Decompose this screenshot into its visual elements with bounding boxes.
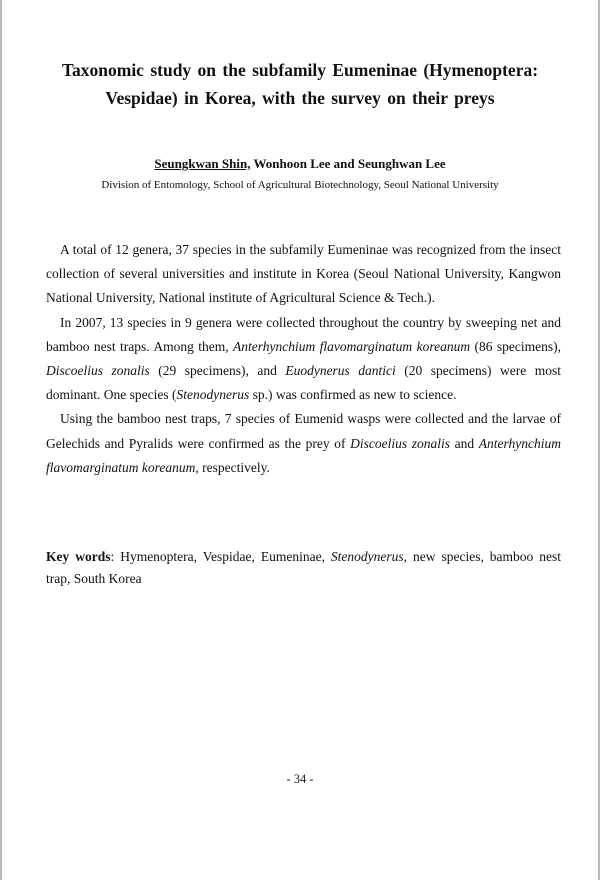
affiliation: Division of Entomology, School of Agricultural Biotechnology, Seoul National University: [101, 179, 499, 191]
p3-text-c: , respectively.: [195, 459, 270, 475]
abstract-body: [46, 238, 561, 480]
p3-text-b: and: [450, 435, 479, 451]
co-authors: Wonhoon Lee and Seunghwan Lee: [250, 156, 446, 171]
presenting-author: Seungkwan Shin,: [154, 156, 251, 171]
author-list: [40, 155, 560, 173]
keywords-text-b: , new species, bamboo nest trap, South Korea: [46, 549, 562, 586]
keywords: [46, 546, 561, 590]
species-name: Euodynerus dantici: [285, 363, 396, 379]
species-name: Discoelius zonalis: [350, 435, 450, 451]
species-name: Anterhynchium flavomarginatum koreanum: [233, 338, 471, 354]
keyword-genus: Stenodynerus: [330, 549, 404, 564]
p2-text-c: (29 specimens), and: [149, 363, 286, 379]
left-page-border: [0, 0, 2, 880]
genus-name: Stenodynerus: [176, 387, 250, 403]
p2-text-b: (86 specimens),: [470, 338, 561, 354]
keywords-text-a: : Hymenoptera, Vespidae, Eumeninae,: [110, 549, 331, 564]
abstract-paragraph-2: [46, 311, 561, 408]
keywords-label: Key words: [46, 549, 111, 564]
p2-text-d: (20 specimens) were most dominant. One species (: [46, 363, 561, 403]
page-number: - 34 -: [286, 772, 314, 786]
p2-text-e: sp.) was confirmed as new to science.: [249, 387, 457, 403]
p2-text-a: In 2007, 13 species in 9 genera were collected throughout the country by sweeping net and bamboo nest traps. Among them,: [46, 314, 561, 354]
species-name: Discoelius zonalis: [46, 363, 150, 379]
abstract-paragraph-1: A total of 12 genera, 37 species in the subfamily Eumeninae was recognized from the insect collection of several universities and institute in Korea (Seoul National University, Kangwon National University, National institute of Agricultural Science & Tech.).: [46, 242, 561, 306]
title-line-2: Vespidae) in Korea, with the survey on their preys: [105, 88, 495, 108]
species-name: Anterhynchium flavomarginatum koreanum: [46, 435, 561, 475]
abstract-paragraph-3: [46, 407, 561, 480]
title-line-1: Taxonomic study on the subfamily Eumeninae (Hymenoptera:: [61, 60, 539, 80]
p3-text-a: Using the bamboo nest traps, 7 species of Eumenid wasps were collected and the larvae of Gelechids and Pyralids were confirmed as the prey of: [46, 411, 561, 451]
paper-title: [40, 56, 560, 112]
